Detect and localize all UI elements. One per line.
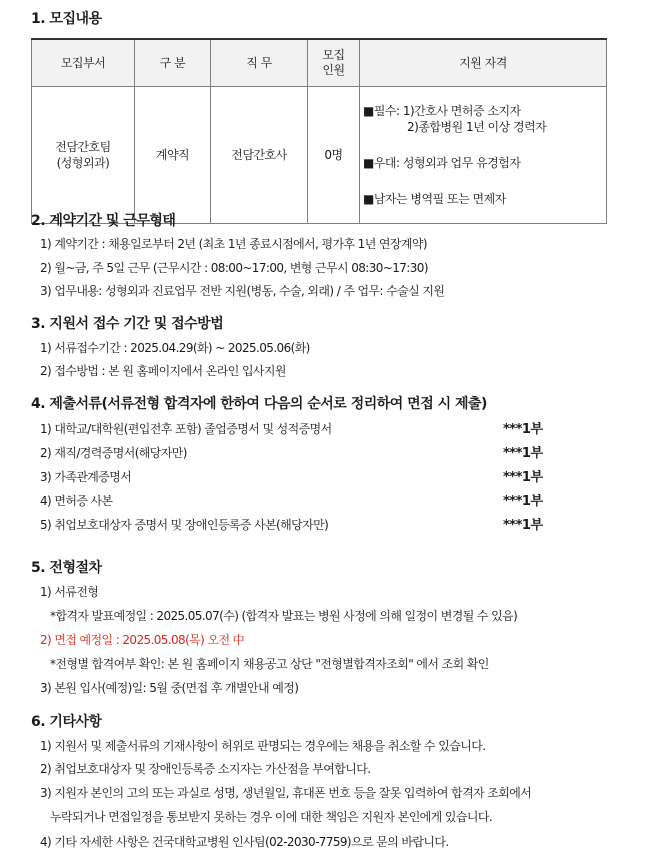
header-qualification: 지원 자격 [360,39,607,87]
recruitment-table [31,38,607,224]
header-count: 모집 인원 [308,39,360,87]
document-item: 5) 취업보호대상자 증명서 및 장애인등록증 사본(해당자만) [40,518,329,532]
contract-period-line: 1) 계약기간 : 채용일로부터 2년 (최초 1년 종료시점에서, 평가후 1년 연장계약) [40,237,427,251]
section-6-title: 6. 기타사항 [31,714,102,730]
note-line: 2) 취업보호대상자 및 장애인등록증 소지자는 가산점을 부여합니다. [40,762,371,776]
document-count: ***1부 [503,494,543,509]
document-count: ***1부 [503,446,543,461]
section-3-title: 3. 지원서 접수 기간 및 접수방법 [31,316,224,332]
table-row [32,87,607,224]
qual-required: ■필수: 1)간호사 면허증 소지자 [363,104,521,118]
cell-count: 0명 [308,87,360,224]
section-5-title: 5. 전형절차 [31,560,102,576]
section-4-title: 4. 제출서류(서류전형 합격자에 한하여 다음의 순서로 정리하여 면접 시 제출) [31,396,487,412]
result-check-line: *전형별 합격여부 확인: 본 원 홈페이지 채용공고 상단 "전형별합격자조회" 에서 조회 확인 [50,657,489,671]
header-job: 직 무 [211,39,308,87]
application-period-line: 1) 서류접수기간 : 2025.04.29(화) ~ 2025.05.06(화) [40,341,310,355]
interview-date-line: 2) 면접 예정일 : 2025.05.08(목) 오전 中 [40,633,245,647]
application-method-line: 2) 접수방법 : 본 원 홈페이지에서 온라인 입사지원 [40,364,286,378]
note-line: 누락되거나 면접일정을 통보받지 못하는 경우 이에 대한 책임은 지원자 본인에게 있습니다. [50,810,493,824]
dept-name: 전담간호팀 [55,140,111,154]
document-item: 4) 면허증 사본 [40,494,113,508]
section-2-title: 2. 계약기간 및 근무형태 [31,213,176,229]
document-count: ***1부 [503,422,543,437]
note-line: 1) 지원서 및 제출서류의 기재사항이 허위로 판명되는 경우에는 채용을 취소할 수 있습니다. [40,739,486,753]
qual-preferred: ■우대: 성형외과 업무 유경험자 [363,156,521,170]
table-header-row [32,39,607,87]
header-type: 구 분 [135,39,211,87]
dept-sub: (성형외과) [56,156,110,170]
cell-qualification [360,87,607,224]
section-1-title: 1. 모집내용 [31,11,102,27]
document-count: ***1부 [503,470,543,485]
qual-military: ■남자는 병역필 또는 면제자 [363,192,506,206]
result-announcement-line: *합격자 발표예정일 : 2025.05.07(수) (합격자 발표는 병원 사정에 의해 일정이 변경될 수 있음) [50,609,518,623]
document-item: 1) 대학교/대학원(편입전후 포함) 졸업증명서 및 성적증명서 [40,422,332,436]
cell-job: 전담간호사 [211,87,308,224]
work-hours-line: 2) 월~금, 주 5일 근무 (근무시간 : 08:00~17:00, 변형 근무시 08:30~17:30) [40,261,428,275]
qual-required-2: 2)종합병원 1년 이상 경력자 [407,120,547,134]
cell-type: 계약직 [135,87,211,224]
note-line: 4) 기타 자세한 사항은 건국대학교병원 인사팀(02-2030-7759)으로 문의 바랍니다. [40,835,449,849]
document-count: ***1부 [503,518,543,533]
cell-dept [32,87,135,224]
document-item: 3) 가족관계증명서 [40,470,132,484]
note-line: 3) 지원자 본인의 고의 또는 과실로 성명, 생년월일, 휴대폰 번호 등을 잘못 입력하여 합격자 조회에서 [40,786,532,800]
document-item: 2) 재직/경력증명서(해당자만) [40,446,187,460]
start-date-line: 3) 본원 입사(예정)일: 5월 중(면접 후 개별안내 예정) [40,681,299,695]
duties-line: 3) 업무내용: 성형외과 진료업무 전반 지원(병동, 수술, 외래) / 주 업무: 수술실 지원 [40,284,445,298]
header-dept: 모집부서 [32,39,135,87]
document-screening-line: 1) 서류전형 [40,585,99,599]
